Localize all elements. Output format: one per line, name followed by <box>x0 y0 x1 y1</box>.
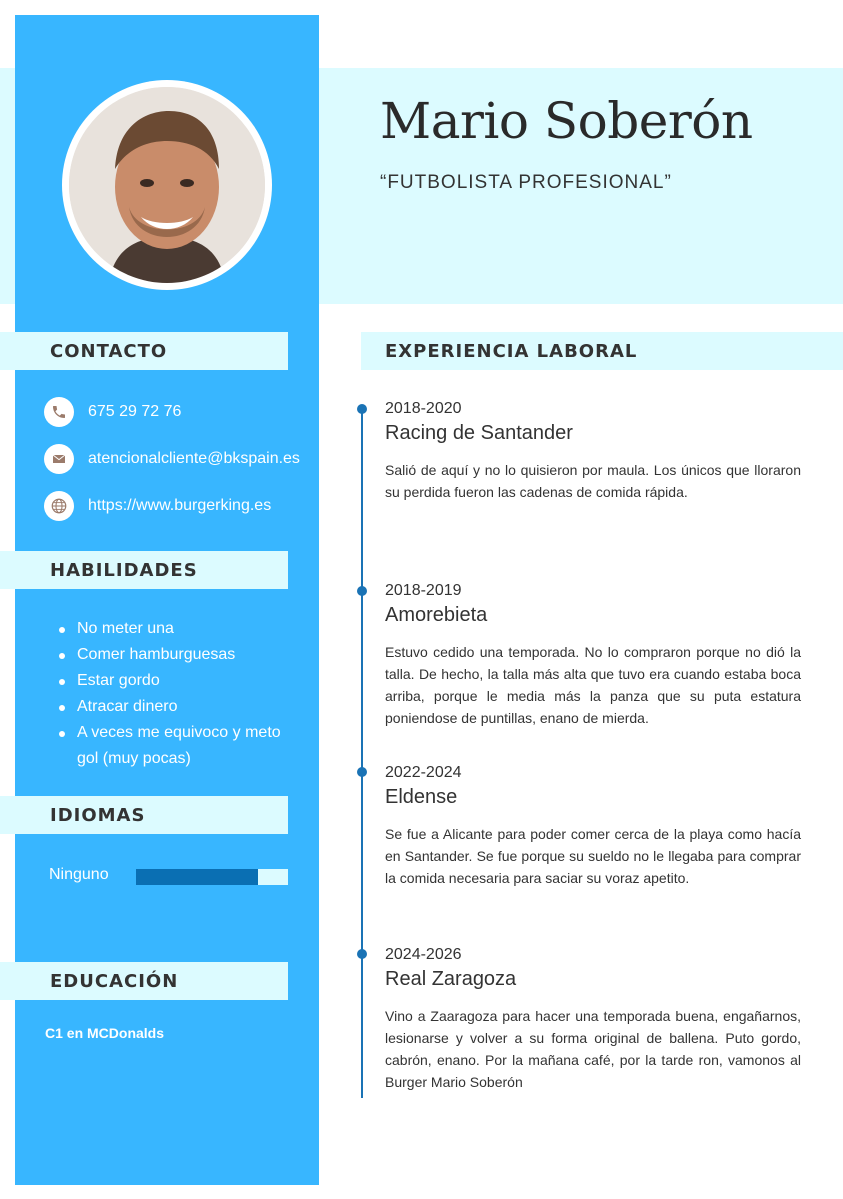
timeline-line <box>361 408 363 1098</box>
skill-item: No meter una <box>55 616 295 642</box>
job-years: 2018-2020 <box>385 400 462 417</box>
job-description: Vino a Zaaragoza para hacer una temporada buena, engañarnos, lesionarse y volver a su forma original de ballena. Puto gordo, cabrón, enano. Por la mañana café, por la tarde ron, vamonos al Burger Mario Soberón <box>385 1008 801 1090</box>
job-years: 2024-2026 <box>385 946 462 963</box>
contact-website <box>44 491 271 521</box>
timeline-dot <box>357 404 367 414</box>
skills-list <box>55 616 295 772</box>
languages-heading: IDIOMAS <box>50 804 146 826</box>
skill-item: Estar gordo <box>55 668 295 694</box>
job-club: Amorebieta <box>385 604 488 626</box>
skill-item: Atracar dinero <box>55 694 295 720</box>
mail-icon <box>44 444 74 474</box>
job-entry <box>385 582 801 729</box>
job-description: Se fue a Alicante para poder comer cerca de la playa como hacía en Santander. Se fue porque su sueldo no le llegaba para comprar la comida necesaria para saciar su voraz apetito. <box>385 826 801 886</box>
language-name: Ninguno <box>49 866 109 883</box>
job-club: Real Zaragoza <box>385 968 517 990</box>
skills-heading: HABILIDADES <box>50 559 198 581</box>
timeline-dot <box>357 767 367 777</box>
timeline-dot <box>357 949 367 959</box>
timeline-dot <box>357 586 367 596</box>
profile-photo <box>62 80 272 290</box>
globe-icon <box>44 491 74 521</box>
languages-heading-tab <box>0 796 288 834</box>
job-club: Eldense <box>385 786 458 808</box>
contact-heading-tab <box>0 332 288 370</box>
contact-phone <box>44 397 181 427</box>
education-item: C1 en MCDonalds <box>45 1025 165 1041</box>
education-heading-tab <box>0 962 288 1000</box>
job-entry <box>385 400 801 503</box>
job-entry <box>385 764 801 889</box>
phone-icon <box>44 397 74 427</box>
skill-item: A veces me equivoco y meto gol (muy pocas) <box>55 720 295 772</box>
email-address[interactable]: atencionalcliente@bkspain.es <box>88 450 300 467</box>
skill-item: Comer hamburguesas <box>55 642 295 668</box>
language-level-bar <box>136 869 288 885</box>
job-years: 2018-2019 <box>385 582 462 599</box>
job-description: Estuvo cedido una temporada. No lo compraron porque no dió la talla. De hecho, la talla más alta que tuvo era cuando estaba boca arriba, porque le media más la panza que su puta estatura poniendose de puntillas, enano de mierda. <box>385 644 801 726</box>
job-entry <box>385 946 801 1093</box>
experience-heading: EXPERIENCIA LABORAL <box>385 340 638 362</box>
experience-heading-tab <box>361 332 843 370</box>
person-photo-icon <box>69 87 265 283</box>
phone-number: 675 29 72 76 <box>88 403 182 420</box>
job-club: Racing de Santander <box>385 422 573 444</box>
contact-heading: CONTACTO <box>50 340 168 362</box>
website-url[interactable]: https://www.burgerking.es <box>88 497 272 514</box>
job-description: Salió de aquí y no lo quisieron por maula. Los únicos que lloraron su perdida fueron las cadenas de comida rápida. <box>385 462 801 500</box>
job-title: “FUTBOLISTA PROFESIONAL” <box>380 172 672 193</box>
education-heading: EDUCACIÓN <box>50 970 179 992</box>
skills-heading-tab <box>0 551 288 589</box>
contact-email <box>44 444 300 474</box>
person-name: Mario Soberón <box>380 92 753 150</box>
job-years: 2022-2024 <box>385 764 462 781</box>
language-level-fill <box>136 869 258 885</box>
